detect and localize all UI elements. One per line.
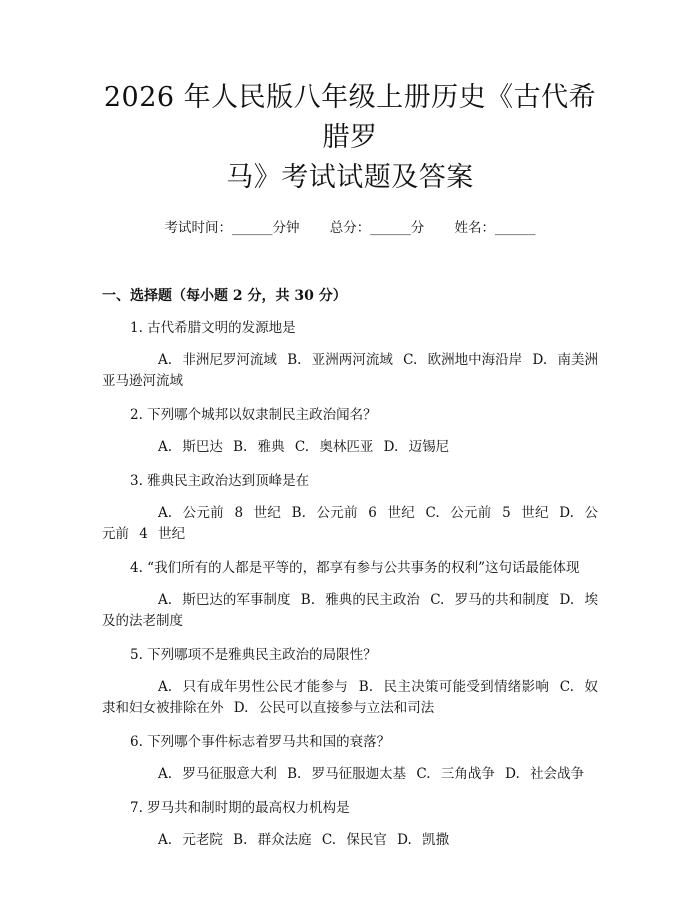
question-stem: 3. 雅典民主政治达到顶峰是在 <box>130 473 310 489</box>
question-item <box>102 471 598 545</box>
question-item <box>102 558 598 632</box>
question-stem: 7. 罗马共和制时期的最高权力机构是 <box>130 800 350 816</box>
question-options: A. 非洲尼罗河流域 B. 亚洲两河流域 C. 欧洲地中海沿岸 D. 南美洲亚马逊河流域 <box>102 352 598 389</box>
exam-title-line2: 马》考试试题及答案 <box>226 162 474 193</box>
question-stem: 4. “我们所有的人都是平等的，都享有参与公共事务的权利”这句话最能体现 <box>130 560 580 576</box>
exam-title <box>102 0 598 198</box>
question-item <box>102 732 598 785</box>
exam-meta <box>102 218 598 238</box>
question-options: A. 元老院 B. 群众法庭 C. 保民官 D. 凯撒 <box>158 832 450 848</box>
section-title: 一、选择题（每小题 2 分，共 30 分） <box>102 288 347 304</box>
student-name-field: 姓名：______ <box>454 220 536 236</box>
exam-title-line1: 2026 年人民版八年级上册历史《古代希腊罗 <box>103 82 597 153</box>
question-item <box>102 318 598 392</box>
question-options: A. 斯巴达的军事制度 B. 雅典的民主政治 C. 罗马的共和制度 D. 埃及的法老制度 <box>102 592 598 629</box>
question-item <box>102 798 598 851</box>
question-item <box>102 645 598 719</box>
question-stem: 2. 下列哪个城邦以奴隶制民主政治闻名？ <box>130 407 377 423</box>
total-score-field: 总分：______分 <box>329 220 425 236</box>
question-item <box>102 405 598 458</box>
question-stem: 5. 下列哪项不是雅典民主政治的局限性？ <box>130 647 377 663</box>
exam-time-field: 考试时间：______分钟 <box>164 220 300 236</box>
question-options: A. 只有成年男性公民才能参与 B. 民主决策可能受到情绪影响 C. 奴隶和妇女被排除在外 D. 公民可以直接参与立法和司法 <box>102 679 598 716</box>
question-stem: 1. 古代希腊文明的发源地是 <box>130 320 296 336</box>
question-options: A. 公元前 8 世纪 B. 公元前 6 世纪 C. 公元前 5 世纪 D. 公元前 4 世纪 <box>102 505 598 542</box>
question-stem: 6. 下列哪个事件标志着罗马共和国的衰落？ <box>130 734 391 750</box>
question-options: A. 斯巴达 B. 雅典 C. 奥林匹亚 D. 迈锡尼 <box>158 439 450 455</box>
question-options: A. 罗马征服意大利 B. 罗马征服迦太基 C. 三角战争 D. 社会战争 <box>158 766 585 782</box>
